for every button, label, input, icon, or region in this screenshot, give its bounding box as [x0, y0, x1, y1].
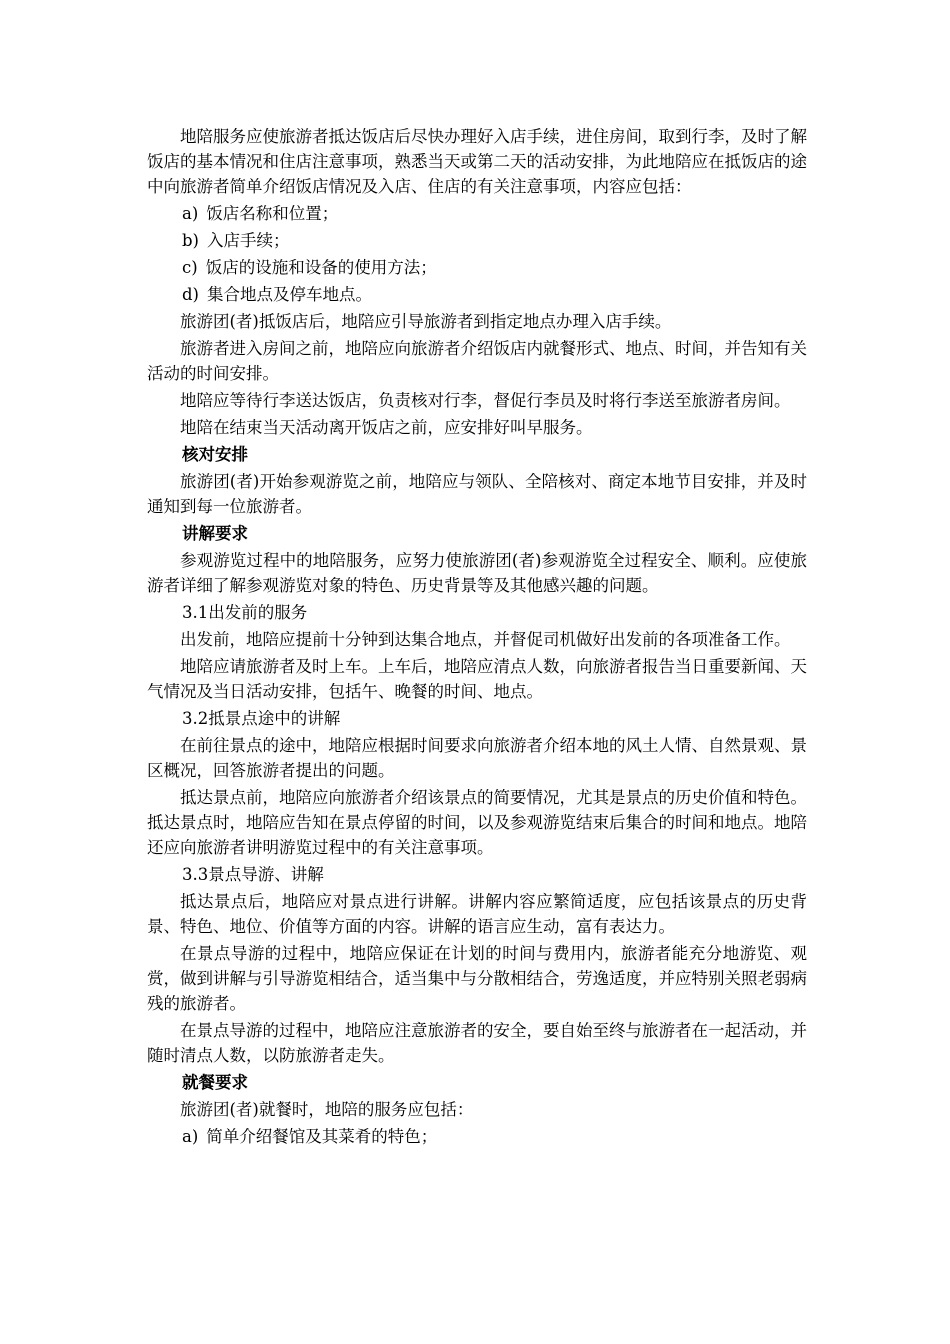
list-marker: b)	[182, 231, 199, 250]
list-item-text: 入店手续；	[207, 231, 290, 250]
subsection-heading-3-1: 3.1出发前的服务	[182, 603, 308, 622]
paragraph-3-1-b: 地陪应请旅游者及时上车。上车后，地陪应清点人数，向旅游者报告当日重要新闻、天气情况及当日活动安排，包括午、晚餐的时间、地点。	[147, 657, 807, 701]
subsection-heading-3-2: 3.2抵景点途中的讲解	[182, 709, 341, 728]
paragraph-3-1-a: 出发前，地陪应提前十分钟到达集合地点，并督促司机做好出发前的各项准备工作。	[180, 630, 791, 649]
paragraph-3-3-a: 抵达景点后，地陪应对景点进行讲解。讲解内容应繁简适度，应包括该景点的历史背景、特色、地位、价值等方面的内容。讲解的语言应生动，富有表达力。	[147, 892, 807, 936]
paragraph-dining: 旅游团(者)就餐时，地陪的服务应包括：	[180, 1100, 474, 1119]
list-item-text: 集合地点及停车地点。	[207, 285, 372, 304]
document-page	[147, 124, 807, 1151]
list-marker: a)	[182, 204, 199, 223]
paragraph-3-2-b: 抵达景点前，地陪应向旅游者介绍该景点的简要情况，尤其是景点的历史价值和特色。抵达景点时，地陪应告知在景点停留的时间，以及参观游览结束后集合的时间和地点。地陪还应向旅游者讲明游览过程中的有关注意事项。	[147, 788, 807, 857]
paragraph-explain: 参观游览过程中的地陪服务，应努力使旅游团(者)参观游览全过程安全、顺利。应使旅游者详细了解参观游览对象的特色、历史背景等及其他感兴趣的问题。	[147, 551, 807, 595]
list-item	[147, 1124, 807, 1149]
paragraph-guide-checkin: 旅游团(者)抵饭店后，地陪应引导旅游者到指定地点办理入店手续。	[180, 312, 672, 331]
list-item-text: 简单介绍餐馆及其菜肴的特色；	[206, 1127, 438, 1146]
paragraph-luggage: 地陪应等待行李送达饭店，负责核对行李，督促行李员及时将行李送至旅游者房间。	[180, 391, 791, 410]
list-item	[147, 228, 807, 253]
list-marker: c)	[182, 258, 198, 277]
paragraph-check: 旅游团(者)开始参观游览之前，地陪应与领队、全陪核对、商定本地节目安排，并及时通知到每一位旅游者。	[147, 472, 807, 516]
intro-paragraph: 地陪服务应使旅游者抵达饭店后尽快办理好入店手续，进住房间，取到行李，及时了解饭店的基本情况和住店注意事项，熟悉当天或第二天的活动安排，为此地陪应在抵饭店的途中向旅游者简单介绍饭店情况及入店、住店的有关注意事项，内容应包括：	[147, 127, 807, 196]
list-item-text: 饭店的设施和设备的使用方法；	[205, 258, 437, 277]
section-heading-check: 核对安排	[182, 445, 248, 464]
list-item	[147, 201, 807, 226]
paragraph-3-3-b: 在景点导游的过程中，地陪应保证在计划的时间与费用内，旅游者能充分地游览、观赏，做到讲解与引导游览相结合，适当集中与分散相结合，劳逸适度，并应特别关照老弱病残的旅游者。	[147, 944, 807, 1013]
paragraph-wakeup: 地陪在结束当天活动离开饭店之前，应安排好叫早服务。	[180, 418, 593, 437]
list-marker: a)	[182, 1127, 199, 1146]
list-marker: d)	[182, 285, 199, 304]
list-item	[147, 282, 807, 307]
subsection-heading-3-3: 3.3景点导游、讲解	[182, 865, 324, 884]
list-item-text: 饭店名称和位置；	[206, 204, 339, 223]
list-item	[147, 255, 807, 280]
section-heading-explain: 讲解要求	[182, 524, 248, 543]
paragraph-3-3-c: 在景点导游的过程中，地陪应注意旅游者的安全，要自始至终与旅游者在一起活动，并随时清点人数，以防旅游者走失。	[147, 1021, 807, 1065]
paragraph-3-2-a: 在前往景点的途中，地陪应根据时间要求向旅游者介绍本地的风土人情、自然景观、景区概况，回答旅游者提出的问题。	[147, 736, 807, 780]
section-heading-dining: 就餐要求	[182, 1073, 248, 1092]
paragraph-before-room: 旅游者进入房间之前，地陪应向旅游者介绍饭店内就餐形式、地点、时间，并告知有关活动的时间安排。	[147, 339, 807, 383]
